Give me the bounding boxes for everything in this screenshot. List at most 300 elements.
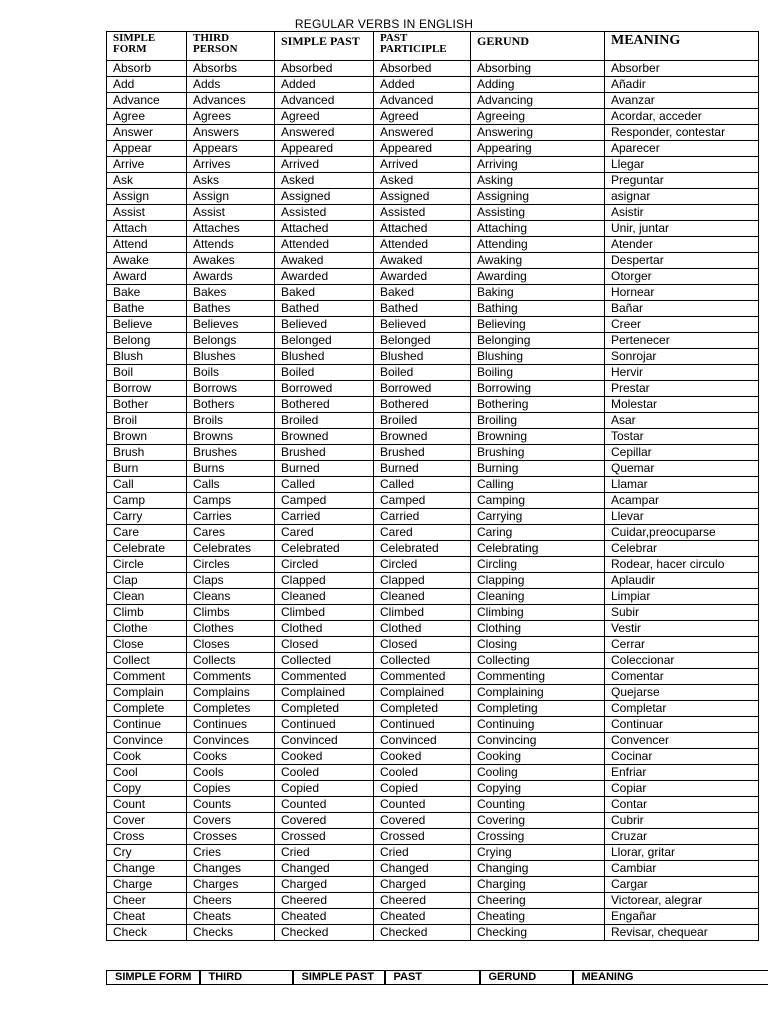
- table-row: [107, 493, 759, 509]
- cell-meaning: Engañar: [605, 909, 759, 925]
- cell-meaning: Cuidar,preocuparse: [605, 525, 759, 541]
- cell-third-person: Brushes: [187, 445, 275, 461]
- table-row: [107, 109, 759, 125]
- cell-simple-past: Complained: [275, 685, 374, 701]
- cell-simple-form: Copy: [107, 781, 187, 797]
- footer-header-third: THIRD: [200, 971, 293, 985]
- cell-third-person: Copies: [187, 781, 275, 797]
- cell-simple-form: Cook: [107, 749, 187, 765]
- cell-meaning: Preguntar: [605, 173, 759, 189]
- table-row: [107, 237, 759, 253]
- cell-simple-form: Awake: [107, 253, 187, 269]
- cell-gerund: Convincing: [471, 733, 605, 749]
- cell-simple-past: Arrived: [275, 157, 374, 173]
- table-row: [107, 397, 759, 413]
- cell-simple-past: Closed: [275, 637, 374, 653]
- cell-simple-form: Belong: [107, 333, 187, 349]
- cell-meaning: Asistir: [605, 205, 759, 221]
- cell-gerund: Awaking: [471, 253, 605, 269]
- table-row: [107, 557, 759, 573]
- cell-past-participle: Celebrated: [374, 541, 471, 557]
- table-row: [107, 77, 759, 93]
- cell-gerund: Assigning: [471, 189, 605, 205]
- cell-third-person: Bakes: [187, 285, 275, 301]
- document-title: REGULAR VERBS IN ENGLISH: [294, 17, 474, 31]
- table-row: [107, 749, 759, 765]
- cell-third-person: Charges: [187, 877, 275, 893]
- cell-simple-past: Blushed: [275, 349, 374, 365]
- cell-simple-past: Attended: [275, 237, 374, 253]
- cell-past-participle: Asked: [374, 173, 471, 189]
- cell-past-participle: Counted: [374, 797, 471, 813]
- cell-meaning: Victorear, alegrar: [605, 893, 759, 909]
- cell-simple-past: Collected: [275, 653, 374, 669]
- cell-meaning: Otorger: [605, 269, 759, 285]
- cell-simple-past: Continued: [275, 717, 374, 733]
- table-row: [107, 365, 759, 381]
- cell-simple-past: Bothered: [275, 397, 374, 413]
- cell-third-person: Assist: [187, 205, 275, 221]
- header-simple-form: SIMPLE FORM: [107, 32, 187, 61]
- table-row: [107, 573, 759, 589]
- table-row: [107, 157, 759, 173]
- cell-past-participle: Collected: [374, 653, 471, 669]
- verbs-table: [106, 31, 759, 941]
- cell-meaning: Asar: [605, 413, 759, 429]
- cell-simple-form: Assist: [107, 205, 187, 221]
- cell-simple-form: Collect: [107, 653, 187, 669]
- cell-simple-form: Add: [107, 77, 187, 93]
- cell-third-person: Claps: [187, 573, 275, 589]
- cell-simple-past: Convinced: [275, 733, 374, 749]
- cell-past-participle: Brushed: [374, 445, 471, 461]
- cell-gerund: Clothing: [471, 621, 605, 637]
- cell-meaning: Revisar, chequear: [605, 925, 759, 941]
- cell-gerund: Absorbing: [471, 61, 605, 77]
- cell-simple-past: Believed: [275, 317, 374, 333]
- cell-past-participle: Commented: [374, 669, 471, 685]
- cell-third-person: Covers: [187, 813, 275, 829]
- cell-past-participle: Awaked: [374, 253, 471, 269]
- cell-third-person: Changes: [187, 861, 275, 877]
- cell-third-person: Complains: [187, 685, 275, 701]
- cell-gerund: Assisting: [471, 205, 605, 221]
- cell-simple-form: Ask: [107, 173, 187, 189]
- cell-simple-form: Call: [107, 477, 187, 493]
- cell-gerund: Cooling: [471, 765, 605, 781]
- cell-simple-form: Change: [107, 861, 187, 877]
- cell-simple-form: Celebrate: [107, 541, 187, 557]
- table-row: [107, 317, 759, 333]
- cell-meaning: Atender: [605, 237, 759, 253]
- cell-gerund: Bothering: [471, 397, 605, 413]
- table-row: [107, 509, 759, 525]
- cell-meaning: Copiar: [605, 781, 759, 797]
- cell-third-person: Carries: [187, 509, 275, 525]
- cell-gerund: Clapping: [471, 573, 605, 589]
- cell-third-person: Cooks: [187, 749, 275, 765]
- cell-third-person: Borrows: [187, 381, 275, 397]
- cell-third-person: Cries: [187, 845, 275, 861]
- cell-gerund: Completing: [471, 701, 605, 717]
- cell-third-person: Boils: [187, 365, 275, 381]
- cell-third-person: Counts: [187, 797, 275, 813]
- table-row: [107, 205, 759, 221]
- cell-meaning: Acordar, acceder: [605, 109, 759, 125]
- cell-meaning: Cubrir: [605, 813, 759, 829]
- table-row: [107, 893, 759, 909]
- table-row: [107, 61, 759, 77]
- cell-gerund: Cheating: [471, 909, 605, 925]
- cell-simple-form: Circle: [107, 557, 187, 573]
- cell-past-participle: Burned: [374, 461, 471, 477]
- cell-gerund: Blushing: [471, 349, 605, 365]
- cell-meaning: Quejarse: [605, 685, 759, 701]
- cell-simple-form: Bake: [107, 285, 187, 301]
- cell-simple-past: Asked: [275, 173, 374, 189]
- cell-gerund: Baking: [471, 285, 605, 301]
- table-row: [107, 813, 759, 829]
- cell-meaning: Limpiar: [605, 589, 759, 605]
- table-row: [107, 285, 759, 301]
- cell-simple-form: Advance: [107, 93, 187, 109]
- cell-past-participle: Cared: [374, 525, 471, 541]
- cell-third-person: Attaches: [187, 221, 275, 237]
- cell-simple-past: Copied: [275, 781, 374, 797]
- table-row: [107, 701, 759, 717]
- cell-gerund: Burning: [471, 461, 605, 477]
- cell-simple-form: Clap: [107, 573, 187, 589]
- cell-simple-past: Belonged: [275, 333, 374, 349]
- cell-gerund: Awarding: [471, 269, 605, 285]
- cell-meaning: Pertenecer: [605, 333, 759, 349]
- table-row: [107, 669, 759, 685]
- cell-simple-form: Arrive: [107, 157, 187, 173]
- cell-meaning: Cambiar: [605, 861, 759, 877]
- cell-third-person: Browns: [187, 429, 275, 445]
- cell-simple-past: Celebrated: [275, 541, 374, 557]
- cell-gerund: Crossing: [471, 829, 605, 845]
- cell-past-participle: Answered: [374, 125, 471, 141]
- cell-gerund: Appearing: [471, 141, 605, 157]
- cell-simple-past: Crossed: [275, 829, 374, 845]
- table-row: [107, 189, 759, 205]
- cell-past-participle: Changed: [374, 861, 471, 877]
- cell-gerund: Celebrating: [471, 541, 605, 557]
- cell-meaning: Quemar: [605, 461, 759, 477]
- cell-simple-form: Blush: [107, 349, 187, 365]
- cell-simple-past: Changed: [275, 861, 374, 877]
- cell-simple-past: Cheered: [275, 893, 374, 909]
- cell-simple-form: Convince: [107, 733, 187, 749]
- cell-past-participle: Complained: [374, 685, 471, 701]
- cell-meaning: Aparecer: [605, 141, 759, 157]
- cell-simple-past: Bathed: [275, 301, 374, 317]
- cell-gerund: Complaining: [471, 685, 605, 701]
- cell-meaning: Molestar: [605, 397, 759, 413]
- cell-gerund: Bathing: [471, 301, 605, 317]
- cell-past-participle: Blushed: [374, 349, 471, 365]
- footer-header-row: [107, 971, 768, 985]
- cell-past-participle: Circled: [374, 557, 471, 573]
- cell-simple-past: Agreed: [275, 109, 374, 125]
- table-row: [107, 141, 759, 157]
- cell-gerund: Boiling: [471, 365, 605, 381]
- cell-simple-form: Assign: [107, 189, 187, 205]
- cell-gerund: Advancing: [471, 93, 605, 109]
- cell-gerund: Believing: [471, 317, 605, 333]
- table-row: [107, 445, 759, 461]
- cell-simple-past: Burned: [275, 461, 374, 477]
- cell-simple-past: Appeared: [275, 141, 374, 157]
- cell-gerund: Belonging: [471, 333, 605, 349]
- cell-simple-form: Cross: [107, 829, 187, 845]
- cell-simple-form: Bother: [107, 397, 187, 413]
- cell-simple-past: Clapped: [275, 573, 374, 589]
- cell-past-participle: Convinced: [374, 733, 471, 749]
- cell-gerund: Changing: [471, 861, 605, 877]
- table-row: [107, 93, 759, 109]
- table-row: [107, 413, 759, 429]
- cell-past-participle: Crossed: [374, 829, 471, 845]
- cell-third-person: Cheers: [187, 893, 275, 909]
- header-third-person: THIRD PERSON: [187, 32, 275, 61]
- cell-simple-form: Clean: [107, 589, 187, 605]
- cell-gerund: Closing: [471, 637, 605, 653]
- table-row: [107, 589, 759, 605]
- cell-gerund: Copying: [471, 781, 605, 797]
- table-row: [107, 333, 759, 349]
- cell-third-person: Camps: [187, 493, 275, 509]
- cell-past-participle: Absorbed: [374, 61, 471, 77]
- cell-meaning: Subir: [605, 605, 759, 621]
- cell-meaning: Avanzar: [605, 93, 759, 109]
- cell-gerund: Cleaning: [471, 589, 605, 605]
- cell-gerund: Collecting: [471, 653, 605, 669]
- table-row: [107, 653, 759, 669]
- cell-past-participle: Clapped: [374, 573, 471, 589]
- cell-third-person: Bathes: [187, 301, 275, 317]
- cell-past-participle: Browned: [374, 429, 471, 445]
- cell-past-participle: Cheated: [374, 909, 471, 925]
- cell-third-person: Crosses: [187, 829, 275, 845]
- table-row: [107, 925, 759, 941]
- cell-meaning: Coleccionar: [605, 653, 759, 669]
- header-simple-past: SIMPLE PAST: [275, 32, 374, 61]
- table-row: [107, 637, 759, 653]
- cell-simple-past: Covered: [275, 813, 374, 829]
- cell-meaning: Cepillar: [605, 445, 759, 461]
- cell-past-participle: Added: [374, 77, 471, 93]
- cell-past-participle: Awarded: [374, 269, 471, 285]
- cell-gerund: Answering: [471, 125, 605, 141]
- cell-simple-form: Charge: [107, 877, 187, 893]
- cell-simple-form: Attend: [107, 237, 187, 253]
- table-row: [107, 781, 759, 797]
- cell-meaning: Aplaudir: [605, 573, 759, 589]
- cell-meaning: Sonrojar: [605, 349, 759, 365]
- cell-simple-form: Award: [107, 269, 187, 285]
- cell-simple-form: Attach: [107, 221, 187, 237]
- cell-gerund: Calling: [471, 477, 605, 493]
- cell-gerund: Broiling: [471, 413, 605, 429]
- cell-simple-form: Burn: [107, 461, 187, 477]
- cell-meaning: Llegar: [605, 157, 759, 173]
- cell-past-participle: Attached: [374, 221, 471, 237]
- table-row: [107, 733, 759, 749]
- cell-meaning: Prestar: [605, 381, 759, 397]
- footer-header-table: [106, 970, 768, 985]
- cell-past-participle: Checked: [374, 925, 471, 941]
- cell-third-person: Burns: [187, 461, 275, 477]
- cell-gerund: Cheering: [471, 893, 605, 909]
- header-past-participle: PAST PARTICIPLE: [374, 32, 471, 61]
- cell-simple-form: Comment: [107, 669, 187, 685]
- cell-third-person: Cools: [187, 765, 275, 781]
- cell-past-participle: Assigned: [374, 189, 471, 205]
- cell-third-person: Cares: [187, 525, 275, 541]
- table-row: [107, 909, 759, 925]
- table-row: [107, 461, 759, 477]
- cell-third-person: Cheats: [187, 909, 275, 925]
- cell-simple-past: Cooked: [275, 749, 374, 765]
- cell-simple-form: Cheer: [107, 893, 187, 909]
- cell-meaning: Unir, juntar: [605, 221, 759, 237]
- cell-past-participle: Bothered: [374, 397, 471, 413]
- table-row: [107, 301, 759, 317]
- cell-past-participle: Attended: [374, 237, 471, 253]
- cell-meaning: Responder, contestar: [605, 125, 759, 141]
- cell-gerund: Adding: [471, 77, 605, 93]
- cell-simple-past: Assigned: [275, 189, 374, 205]
- cell-meaning: Llamar: [605, 477, 759, 493]
- cell-simple-form: Boil: [107, 365, 187, 381]
- cell-simple-form: Close: [107, 637, 187, 653]
- cell-meaning: Vestir: [605, 621, 759, 637]
- cell-past-participle: Cleaned: [374, 589, 471, 605]
- cell-third-person: Broils: [187, 413, 275, 429]
- cell-third-person: Clothes: [187, 621, 275, 637]
- cell-meaning: Comentar: [605, 669, 759, 685]
- cell-gerund: Cooking: [471, 749, 605, 765]
- table-row: [107, 253, 759, 269]
- footer-header-simple-form: SIMPLE FORM: [107, 971, 200, 985]
- cell-simple-form: Check: [107, 925, 187, 941]
- cell-gerund: Crying: [471, 845, 605, 861]
- header-meaning: MEANING: [605, 32, 759, 61]
- cell-gerund: Counting: [471, 797, 605, 813]
- cell-third-person: Checks: [187, 925, 275, 941]
- cell-third-person: Asks: [187, 173, 275, 189]
- cell-gerund: Attending: [471, 237, 605, 253]
- cell-past-participle: Appeared: [374, 141, 471, 157]
- table-row: [107, 541, 759, 557]
- table-row: [107, 349, 759, 365]
- cell-third-person: Appears: [187, 141, 275, 157]
- cell-simple-past: Attached: [275, 221, 374, 237]
- cell-gerund: Climbing: [471, 605, 605, 621]
- cell-meaning: Bañar: [605, 301, 759, 317]
- cell-meaning: Celebrar: [605, 541, 759, 557]
- cell-meaning: Llorar, gritar: [605, 845, 759, 861]
- cell-simple-past: Cleaned: [275, 589, 374, 605]
- cell-past-participle: Cried: [374, 845, 471, 861]
- cell-meaning: Tostar: [605, 429, 759, 445]
- cell-meaning: Absorber: [605, 61, 759, 77]
- cell-simple-form: Brush: [107, 445, 187, 461]
- footer-header-simple-past: SIMPLE PAST: [293, 971, 385, 985]
- cell-meaning: Hervir: [605, 365, 759, 381]
- cell-past-participle: Continued: [374, 717, 471, 733]
- cell-simple-form: Believe: [107, 317, 187, 333]
- cell-meaning: Despertar: [605, 253, 759, 269]
- cell-simple-past: Checked: [275, 925, 374, 941]
- cell-third-person: Blushes: [187, 349, 275, 365]
- cell-third-person: Bothers: [187, 397, 275, 413]
- cell-past-participle: Closed: [374, 637, 471, 653]
- cell-past-participle: Copied: [374, 781, 471, 797]
- cell-simple-form: Broil: [107, 413, 187, 429]
- cell-simple-form: Cool: [107, 765, 187, 781]
- cell-gerund: Brushing: [471, 445, 605, 461]
- cell-simple-past: Advanced: [275, 93, 374, 109]
- cell-third-person: Comments: [187, 669, 275, 685]
- cell-past-participle: Covered: [374, 813, 471, 829]
- cell-simple-past: Counted: [275, 797, 374, 813]
- cell-simple-form: Continue: [107, 717, 187, 733]
- cell-meaning: Añadir: [605, 77, 759, 93]
- cell-meaning: Acampar: [605, 493, 759, 509]
- cell-gerund: Commenting: [471, 669, 605, 685]
- cell-past-participle: Broiled: [374, 413, 471, 429]
- footer-header-past: PAST: [385, 971, 480, 985]
- cell-third-person: Awards: [187, 269, 275, 285]
- cell-simple-past: Cooled: [275, 765, 374, 781]
- table-row: [107, 381, 759, 397]
- cell-third-person: Advances: [187, 93, 275, 109]
- table-row: [107, 765, 759, 781]
- table-row: [107, 221, 759, 237]
- cell-simple-past: Absorbed: [275, 61, 374, 77]
- table-row: [107, 861, 759, 877]
- cell-simple-past: Cheated: [275, 909, 374, 925]
- cell-simple-past: Assisted: [275, 205, 374, 221]
- cell-past-participle: Arrived: [374, 157, 471, 173]
- table-row: [107, 525, 759, 541]
- cell-simple-form: Carry: [107, 509, 187, 525]
- cell-gerund: Covering: [471, 813, 605, 829]
- cell-simple-form: Cry: [107, 845, 187, 861]
- cell-third-person: Circles: [187, 557, 275, 573]
- cell-past-participle: Clothed: [374, 621, 471, 637]
- cell-past-participle: Baked: [374, 285, 471, 301]
- cell-simple-past: Carried: [275, 509, 374, 525]
- cell-gerund: Charging: [471, 877, 605, 893]
- cell-simple-form: Care: [107, 525, 187, 541]
- cell-past-participle: Borrowed: [374, 381, 471, 397]
- cell-gerund: Browning: [471, 429, 605, 445]
- cell-simple-past: Climbed: [275, 605, 374, 621]
- cell-third-person: Celebrates: [187, 541, 275, 557]
- table-row: [107, 717, 759, 733]
- cell-meaning: Hornear: [605, 285, 759, 301]
- cell-past-participle: Cheered: [374, 893, 471, 909]
- table-row: [107, 685, 759, 701]
- table-row: [107, 829, 759, 845]
- cell-past-participle: Climbed: [374, 605, 471, 621]
- cell-simple-past: Charged: [275, 877, 374, 893]
- cell-meaning: Rodear, hacer circulo: [605, 557, 759, 573]
